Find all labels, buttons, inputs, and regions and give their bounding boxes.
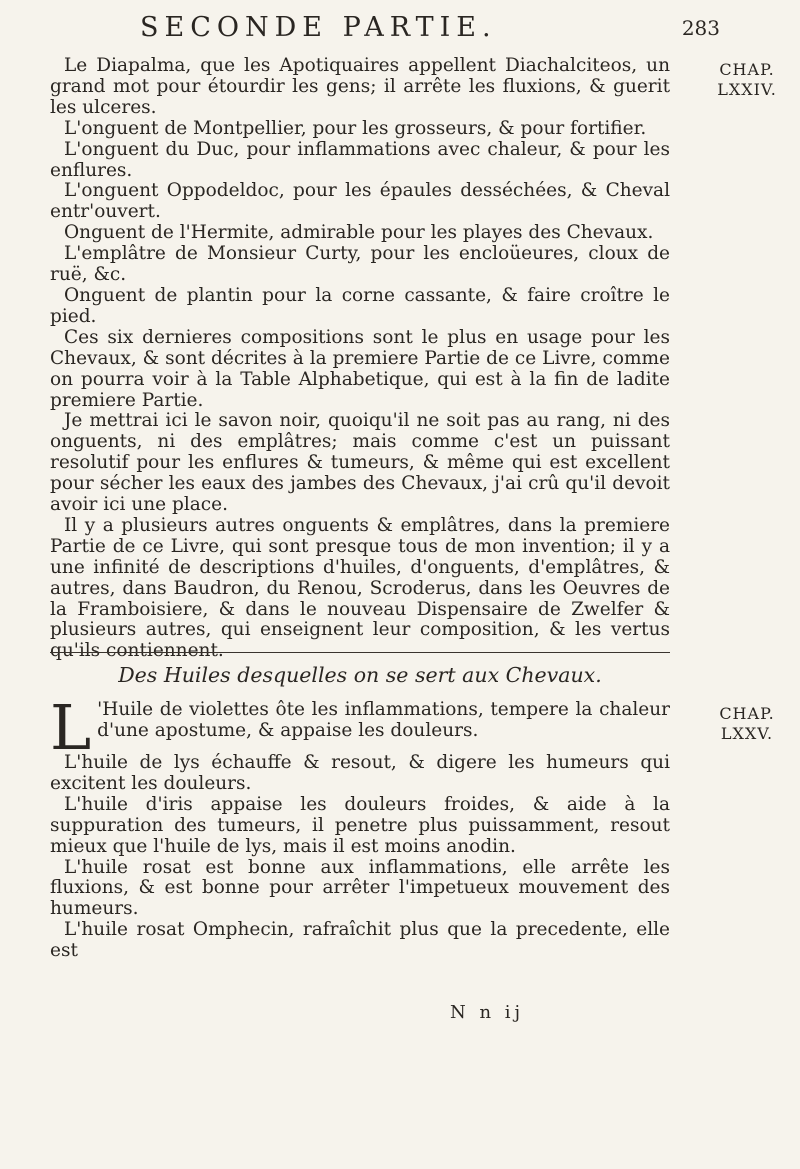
body-text-bottom [50, 691, 670, 962]
margin-chap-number: LXXIV. [717, 80, 777, 99]
margin-chap-label: CHAP. [719, 704, 775, 723]
paragraph: Onguent de plantin pour la corne cassante, & faire croître le pied. [50, 284, 670, 327]
running-head [140, 12, 720, 46]
section-title: Des Huiles desquelles on se sert aux Chevaux. [118, 663, 602, 687]
paragraph: L'emplâtre de Monsieur Curty, pour les encloüeures, cloux de ruë, &c. [50, 243, 670, 286]
margin-chapter-note-top [702, 60, 792, 100]
running-head-title: SECONDE PARTIE. [140, 12, 497, 43]
paragraph: Ces six dernieres compositions sont le plus en usage pour les Chevaux, & sont décrites à la premiere Partie de ce Livre, comme on pourra voir à la Table Alphabetique, qui est à la fin de ladite premiere Partie. [50, 326, 670, 411]
paragraph-text: 'Huile de violettes ôte les inflammations, tempere la chaleur d'une apostume, & appaise les douleurs. [97, 699, 670, 741]
paragraph: L'huile rosat Omphecin, rafraîchit plus que la precedente, elle est [50, 919, 670, 962]
paragraph: L'huile d'iris appaise les douleurs froides, & aide à la suppuration des tumeurs, il penetre plus puissamment, resout mieux que l'huile de lys, mais il est moins anodin. [50, 793, 670, 857]
paragraph: L'onguent Oppodeldoc, pour les épaules desséchées, & Cheval entr'ouvert. [50, 180, 670, 223]
paragraph: Il y a plusieurs autres onguents & emplâtres, dans la premiere Partie de ce Livre, qui sont presque tous de mon invention; il y a une infinité de descriptions d'huiles, d'onguents, d'emplâtres, & autres, dans Baudron, du Renou, Scroderus, dans les Oeuvres de la Framboisiere, & dans le nouveau Dispensaire de Zwelfer & plusieurs autres, qui enseignent leur composition, & les vertus qu'ils contiennent. [50, 514, 670, 662]
paragraph-with-drop-cap [50, 691, 670, 764]
signature-mark: N n ij [450, 1002, 525, 1023]
margin-chap-label: CHAP. [719, 60, 775, 79]
paragraph: Je mettrai ici le savon noir, quoiqu'il ne soit pas au rang, ni des onguents, ni des emplâtres; mais comme c'est un puissant resolutif pour les enflures & tumeurs, & même qui est excellent pour sécher les eaux des jambes des Chevaux, j'ai crû qu'il devoit avoir ici une place. [50, 410, 670, 516]
section-rule [50, 652, 670, 653]
paragraph: L'huile rosat est bonne aux inflammations, elle arrête les fluxions, & est bonne pour arrêter l'impetueux mouvement des humeurs. [50, 856, 670, 920]
paragraph: Onguent de l'Hermite, admirable pour les playes des Chevaux. [64, 222, 654, 244]
body-text-top [50, 56, 670, 662]
margin-chapter-note-bottom [702, 704, 792, 744]
page-number: 283 [681, 16, 720, 40]
paragraph: L'onguent de Montpellier, pour les grosseurs, & pour fortifier. [64, 117, 647, 139]
paragraph: L'onguent du Duc, pour inflammations avec chaleur, & pour les enflures. [50, 138, 670, 181]
paragraph: L'huile de lys échauffe & resout, & digere les humeurs qui excitent les douleurs. [50, 752, 670, 794]
drop-cap: L [50, 691, 92, 764]
margin-chap-number: LXXV. [720, 724, 774, 743]
paragraph: Le Diapalma, que les Apotiquaires appellent Diachalciteos, un grand mot pour étourdir les gens; il arrête les fluxions, & guerit les ulceres. [50, 55, 670, 118]
